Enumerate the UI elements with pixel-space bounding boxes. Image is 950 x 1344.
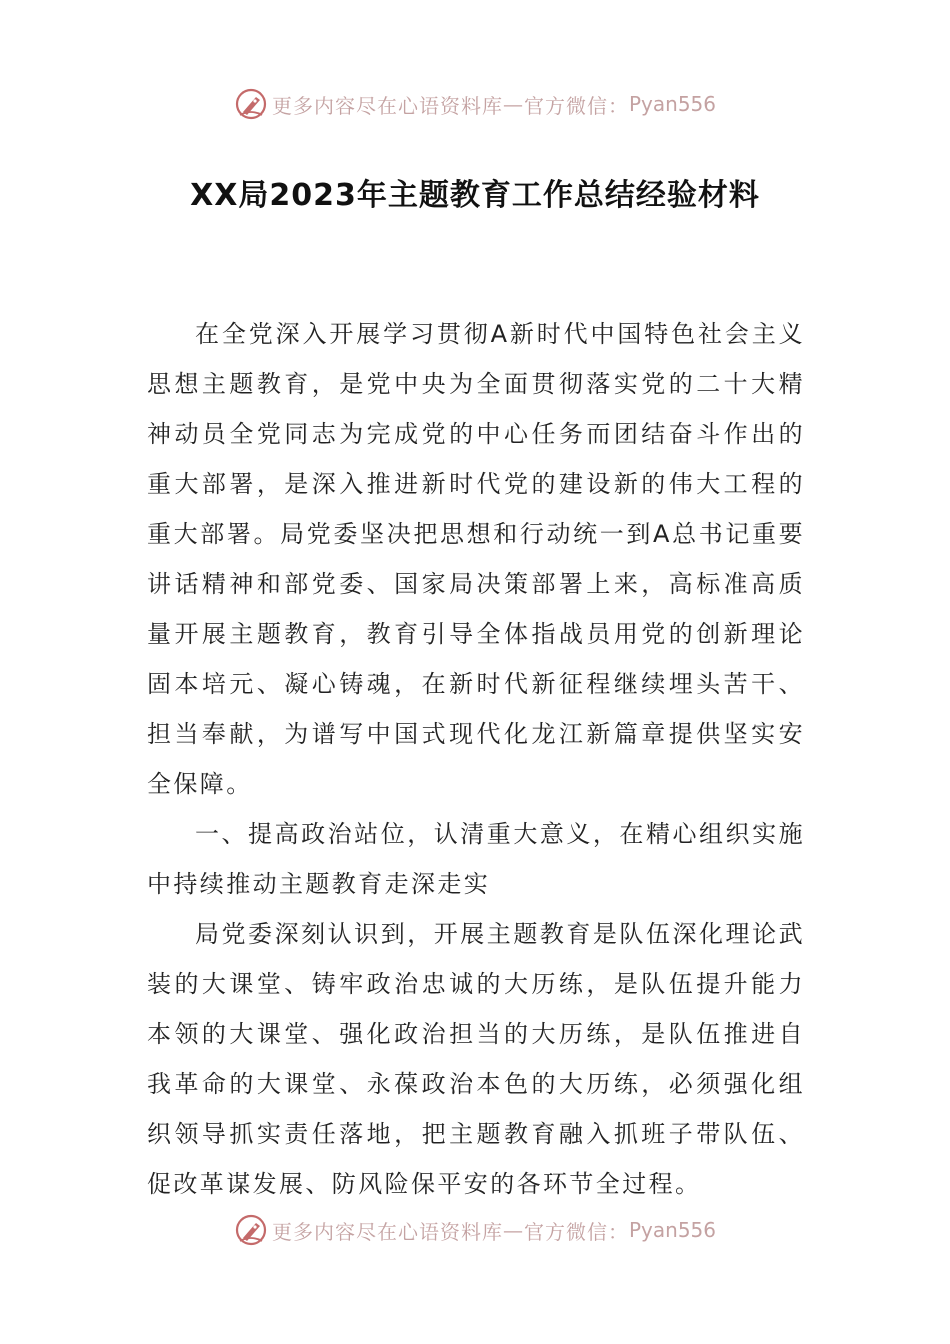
watermark-dash: — [502,1218,524,1242]
watermark-footer [0,1210,950,1250]
document-title: XX局2023年主题教育工作总结经验材料 [190,178,760,213]
pen-nib-icon [234,87,268,121]
watermark-wechat-label: 官方微信： [523,93,629,118]
section-heading: 一、提高政治站位，认清重大意义，在精心组织实施中持续推动主题教育走深走实 [147,820,805,898]
watermark-header [0,84,950,124]
pen-nib-icon [234,1213,268,1247]
paragraph-section-1: 局党委深刻认识到，开展主题教育是队伍深化理论武装的大课堂、铸牢政治忠诚的大历练，是队伍提升能力本领的大课堂、强化政治担当的大历练，是队伍推进自我革命的大课堂、永葆政治本色的大历练，必须强化组织领导抓实责任落地，把主题教育融入抓班子带队伍、促改革谋发展、防风险保平安的各环节全过程。 [147,920,805,1198]
watermark-dash: — [502,92,524,116]
watermark-wechat-id: Pyan556 [628,92,716,116]
watermark-text: 更多内容尽在心语资料库 [271,93,503,118]
watermark-text: 更多内容尽在心语资料库 [271,1219,503,1244]
watermark-wechat-label: 官方微信： [523,1219,629,1244]
watermark-wechat-id: Pyan556 [628,1218,716,1242]
document-body [147,309,805,1209]
paragraph-intro: 在全党深入开展学习贯彻A新时代中国特色社会主义思想主题教育，是党中央为全面贯彻落实党的二十大精神动员全党同志为完成党的中心任务而团结奋斗作出的重大部署，是深入推进新时代党的建设新的伟大工程的重大部署。局党委坚决把思想和行动统一到A总书记重要讲话精神和部党委、国家局决策部署上来，高标准高质量开展主题教育，教育引导全体指战员用党的创新理论固本培元、凝心铸魂，在新时代新征程继续埋头苦干、担当奉献，为谱写中国式现代化龙江新篇章提供坚实安全保障。 [147,320,805,798]
